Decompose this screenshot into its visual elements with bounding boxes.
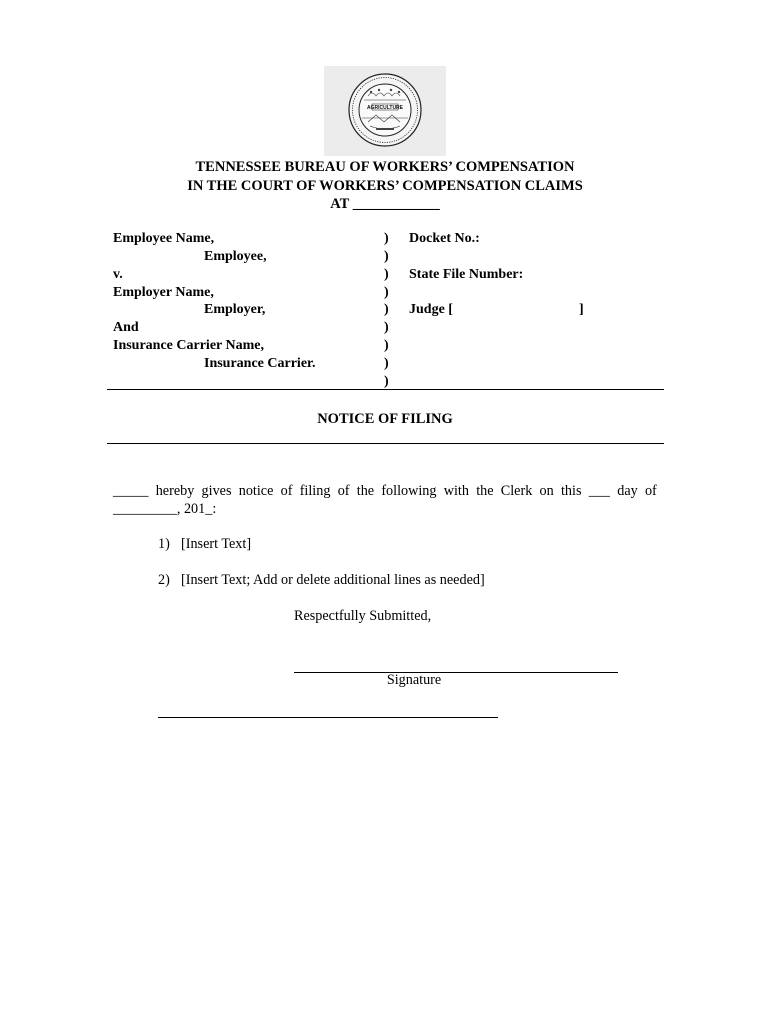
title-divider (107, 443, 664, 444)
employee-role: Employee, (204, 249, 267, 264)
employer-name: Employer Name, (113, 285, 214, 300)
notice-word: of (280, 483, 293, 499)
caption-paren: ) (384, 320, 389, 335)
caption-paren: ) (384, 267, 389, 282)
notice-word: of (644, 483, 657, 499)
notice-word: day (617, 483, 638, 499)
notice-word: filing (299, 483, 331, 499)
signature-label: Signature (386, 672, 442, 688)
item-number: 2) (158, 572, 170, 588)
notice-word: with (443, 483, 469, 499)
item-text: [Insert Text] (181, 536, 252, 552)
closing-text: Respectfully Submitted, (294, 608, 432, 624)
header-location: AT ____________ (330, 196, 440, 212)
notice-title: NOTICE OF FILING (317, 411, 453, 427)
judge-bracket-close: ] (579, 302, 584, 317)
notice-line-1 (113, 482, 657, 500)
caption-paren: ) (384, 302, 389, 317)
item-number: 1) (158, 536, 170, 552)
versus: v. (113, 267, 123, 282)
notice-word: following (381, 483, 437, 499)
and-label: And (113, 320, 139, 335)
caption-paren: ) (384, 374, 389, 389)
state-file-label: State File Number: (409, 267, 524, 282)
blank-line (158, 717, 498, 718)
employee-name: Employee Name, (113, 231, 215, 246)
notice-word: of (337, 483, 350, 499)
caption-paren: ) (384, 356, 389, 371)
notice-word: _____ (113, 483, 149, 499)
tennessee-state-seal-icon (324, 66, 446, 156)
docket-label: Docket No.: (409, 231, 480, 246)
carrier-name: Insurance Carrier Name, (113, 338, 264, 353)
notice-word: gives (201, 483, 232, 499)
caption-paren: ) (384, 249, 389, 264)
caption-paren: ) (384, 231, 389, 246)
header-court: IN THE COURT OF WORKERS’ COMPENSATION CLAIMS (187, 178, 583, 194)
svg-text:AGRICULTURE: AGRICULTURE (366, 105, 404, 111)
notice-word: the (356, 483, 375, 499)
caption-divider (107, 389, 664, 390)
notice-word: on (539, 483, 554, 499)
notice-word: ___ (588, 483, 610, 499)
notice-word: this (560, 483, 582, 499)
item-text: [Insert Text; Add or delete additional lines as needed] (181, 572, 485, 588)
notice-word: notice (238, 483, 274, 499)
notice-word: Clerk (500, 483, 533, 499)
notice-line-2: _________, 201_: (113, 501, 217, 517)
caption-paren: ) (384, 338, 389, 353)
caption-paren: ) (384, 285, 389, 300)
header-bureau: TENNESSEE BUREAU OF WORKERS’ COMPENSATION (195, 159, 575, 175)
judge-label: Judge [ (409, 302, 453, 317)
notice-word: the (476, 483, 494, 499)
carrier-role: Insurance Carrier. (204, 356, 316, 371)
notice-word: hereby (155, 483, 195, 499)
employer-role: Employer, (204, 302, 266, 317)
